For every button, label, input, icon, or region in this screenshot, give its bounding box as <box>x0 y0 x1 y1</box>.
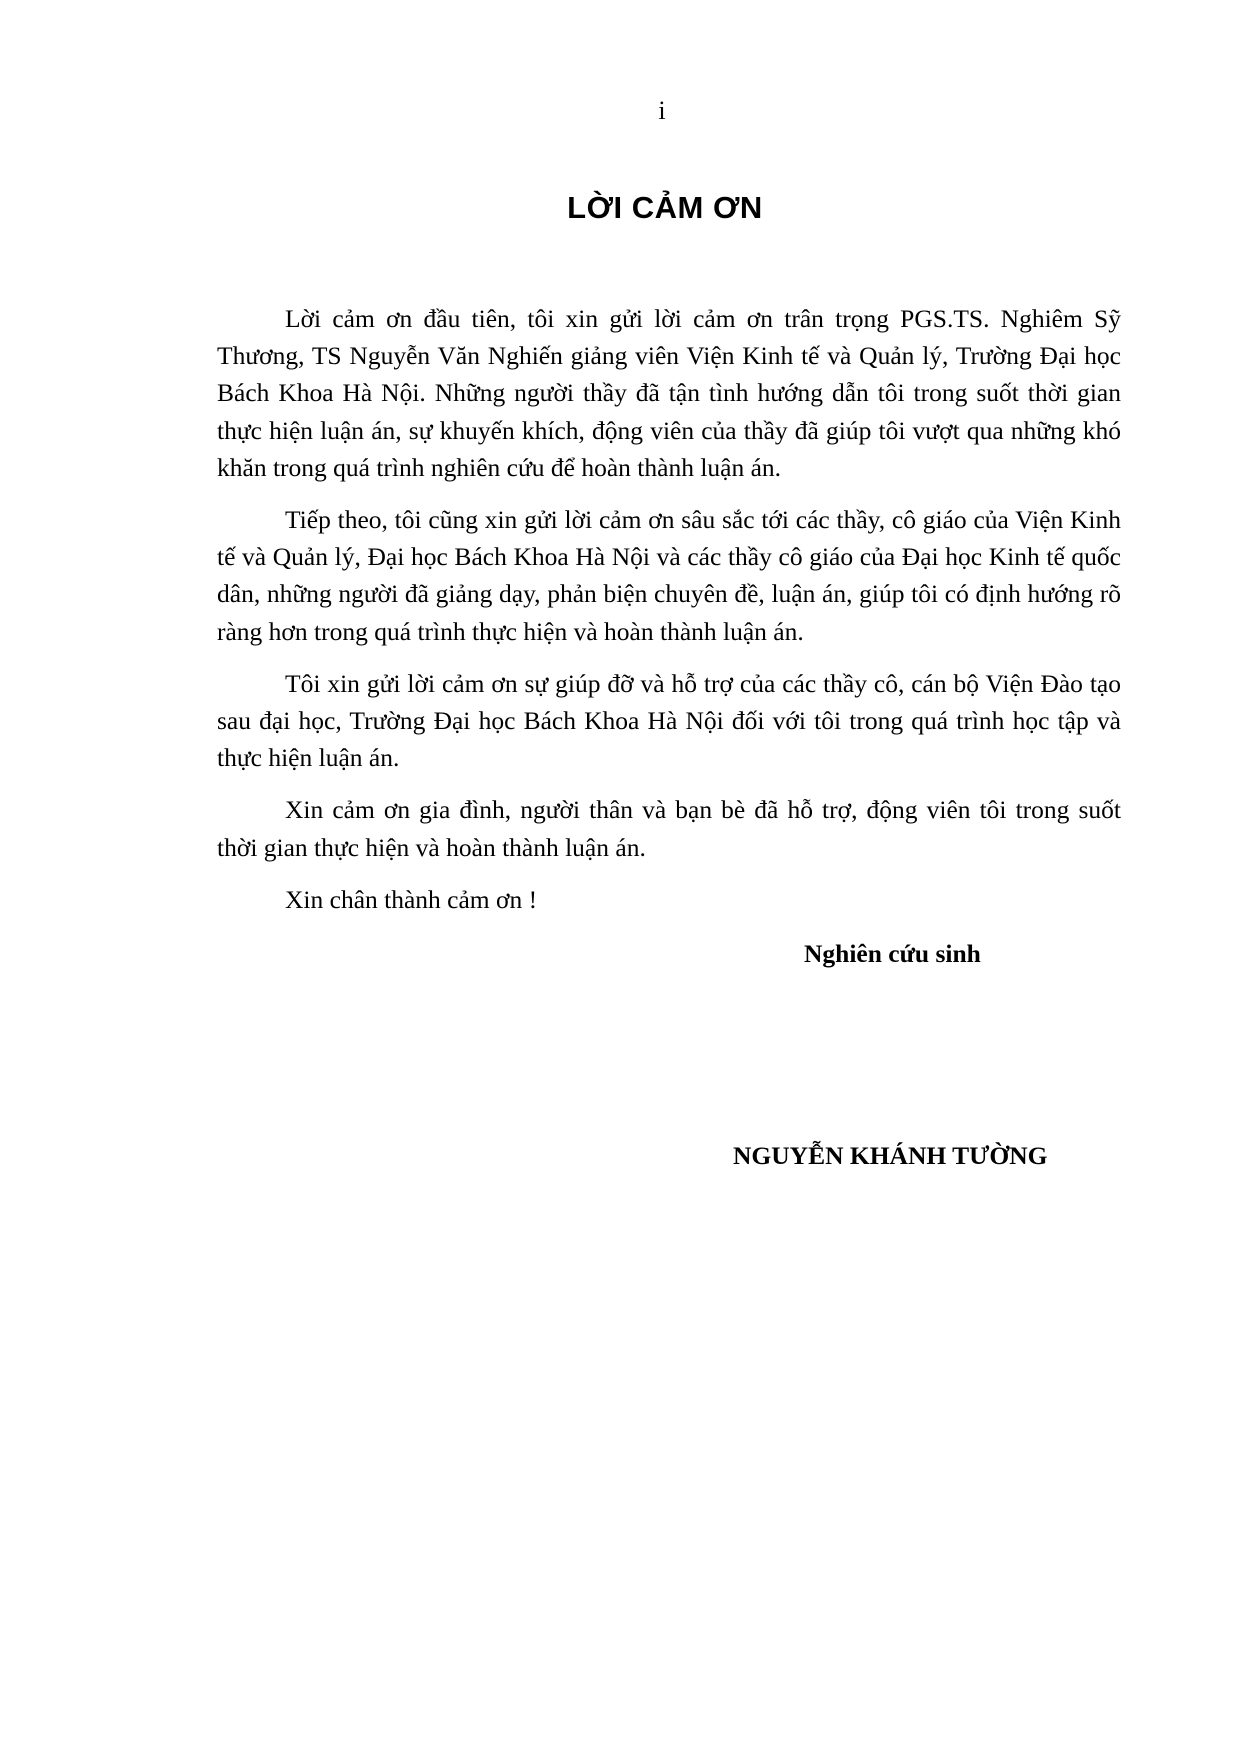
paragraph-3: Tôi xin gửi lời cảm ơn sự giúp đỡ và hỗ trợ của các thầy cô, cán bộ Viện Đào tạo sau đại học, Trường Đại học Bách Khoa Hà Nội đối với tôi trong quá trình học tập và thực hiện luận án. <box>217 668 1121 773</box>
acknowledgement-body <box>217 300 1121 933</box>
paragraph-4: Xin cảm ơn gia đình, người thân và bạn bè đã hỗ trợ, động viên tôi trong suốt thời gian thực hiện và hoàn thành luận án. <box>217 795 1121 862</box>
paragraph-1: Lời cảm ơn đầu tiên, tôi xin gửi lời cảm ơn trân trọng PGS.TS. Nghiêm Sỹ Thương, TS Nguyễn Văn Nghiến giảng viên Viện Kinh tế và Quản lý, Trường Đại học Bách Khoa Hà Nội. Những người thầy đã tận tình hướng dẫn tôi trong suốt thời gian thực hiện luận án, sự khuyến khích, động viên của thầy đã giúp tôi vượt qua những khó khăn trong quá trình nghiên cứu để hoàn thành luận án. <box>217 304 1121 482</box>
signature-name: NGUYỄN KHÁNH TƯỜNG <box>733 1141 1048 1170</box>
page-title: LỜI CẢM ƠN <box>567 190 763 225</box>
page-number: i <box>658 96 666 125</box>
closing-line: Xin chân thành cảm ơn ! <box>285 884 538 914</box>
paragraph-2: Tiếp theo, tôi cũng xin gửi lời cảm ơn sâu sắc tới các thầy, cô giáo của Viện Kinh tế và Quản lý, Đại học Bách Khoa Hà Nội và các thầy cô giáo của Đại học Kinh tế quốc dân, những người đã giảng dạy, phản biện chuyên đề, luận án, giúp tôi có định hướng rõ ràng hơn trong quá trình thực hiện và hoàn thành luận án. <box>217 505 1121 646</box>
signature-role: Nghiên cứu sinh <box>804 939 981 968</box>
